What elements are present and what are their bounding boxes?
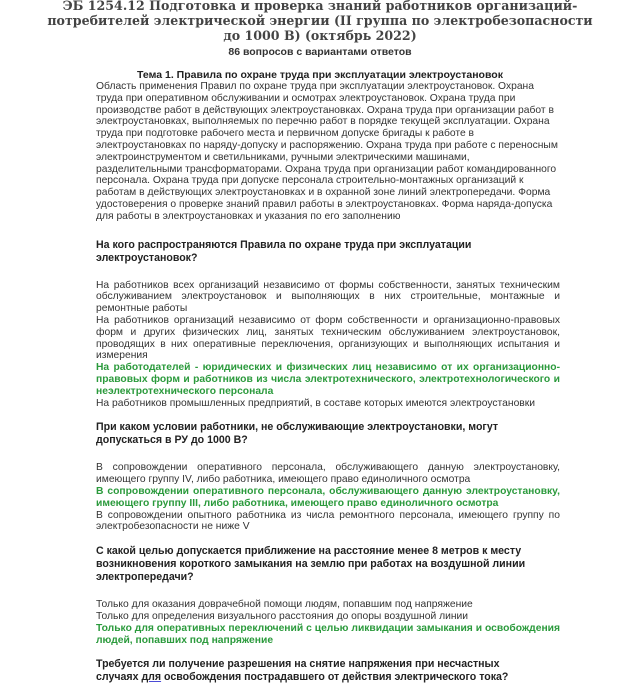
title-line-1: ЭБ 1254.12 Подготовка и проверка знаний работников организаций- (62, 0, 578, 13)
answer-option-correct: На работодателей - юридических и физических лиц независимо от их организационно-правовых форм и работников из числа электротехнического, электротехнологического и неэлектротехнического персонала (96, 362, 560, 397)
question-text: На кого распространяются Правила по охране труда при эксплуатации электроустановок? (96, 238, 472, 264)
question-text: При каком условии работники, не обслуживающие электроустановки, могут допускаться в РУ до 1000 В? (96, 421, 499, 447)
answer-option: Только для оказания доврачебной помощи людям, попавшим под напряжение (96, 599, 473, 611)
answer-option: В сопровождении опытного работника из числа ремонтного персонала, имеющего группу по электробезопасности не ниже V (96, 509, 560, 533)
question-block-1 (0, 239, 640, 410)
question-text (96, 658, 534, 684)
question-text-part: Требуется ли получение разрешения на снятие напряжения при несчастных случаях (96, 658, 500, 684)
answer-option: На работников организаций независимо от форм собственности и организационно-правовых форм и других физических лиц, занятых техническим обслуживанием электроустановок, проводящих в них оперативные переключения, организующих и выполняющих испытания и измерения (96, 314, 560, 362)
answer-option: Только для определения визуального расстояния до опоры воздушной линии (96, 610, 469, 622)
answer-option-correct: В сопровождении оперативного персонала, обслуживающего данную электроустановку, имеющего группу III, либо работника, имеющего право единоличного осмотра (96, 485, 560, 509)
answer-option: В сопровождении оперативного персонала, обслуживающего данную электроустановку, имеющего группу IV, либо работника, имеющего право единоличного осмотра (96, 462, 560, 486)
spellcheck-underlined-word: для (141, 671, 162, 684)
question-text-part: освобождения пострадавшего от действия электрического тока? (161, 671, 509, 684)
question-block-2 (0, 421, 640, 533)
topic-title: Тема 1. Правила по охране труда при эксплуатации электроустановок (137, 69, 503, 81)
document-subtitle: 86 вопросов с вариантами ответов (228, 46, 412, 58)
answer-option: На работников промышленных предприятий, в составе которых имеются электроустановки (96, 397, 536, 409)
answer-option: На работников всех организаций независимо от формы собственности, занятых техническим обслуживанием электроустановок и выполняющих в них строительные, монтажные и ремонтные работы (96, 279, 560, 315)
topic-intro: Область применения Правил по охране труда при эксплуатации электроустановок. Охрана труда при оперативном обслуживании и осмотрах электроустановок. Охрана труда при производстве работ в действующих электроустановках. Охрана труда при организации работ в электроустановках, выполняемых по перечню работ в порядке текущей эксплуатации. Охрана труда при подготовке рабочего места и первичном допуске бригады к работе в электроустановках по наряду-допуску и распоряжению. Охрана труда при работе с переносным электроинструментом и светильниками, ручными электрическими машинами, разделительными трансформаторами. Охрана труда при организации работ командированного персонала. Охрана труда при допуске персонала строительно-монтажных организаций к работам в действующих электроустановках и в охранной зоне линий электропередачи. Форма удостоверения о проверке знаний правил работы в электроустановках. Форма наряда-допуска для работы в электроустановках и указания по его заполнению (96, 81, 558, 222)
document-title (0, 0, 640, 43)
question-block-4 (0, 658, 640, 684)
answer-option-correct: Только для оперативных переключений с целью ликвидации замыкания и освобождения людей, попавших под напряжение (96, 622, 560, 646)
question-text: С какой целью допускается приближение на расстояние менее 8 метров к месту возникновения короткого замыкания на землю при работах на воздушной линии электропередачи? (96, 545, 526, 584)
title-line-3: до 1000 В) (октябрь 2022) (223, 28, 417, 43)
title-line-2: потребителей электрической энергии (II группа по электробезопасности (47, 13, 593, 28)
question-block-3 (0, 545, 640, 646)
